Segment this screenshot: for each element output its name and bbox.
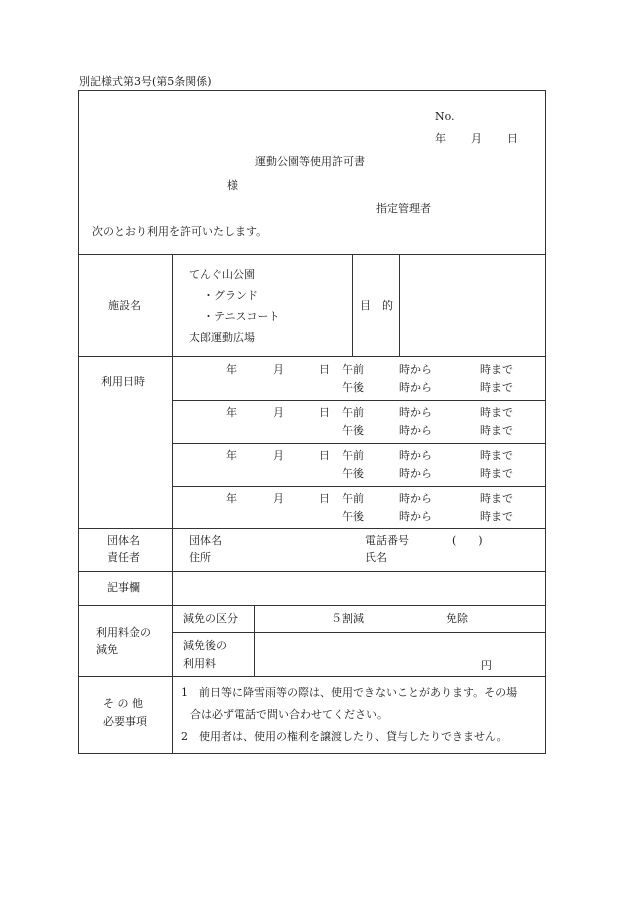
slot-from: 時から: [399, 406, 432, 419]
slot-until: 時まで: [480, 492, 513, 505]
group-address-label: 住所: [189, 551, 211, 564]
slot-from: 時から: [399, 492, 432, 505]
purpose-label: 目 的: [360, 299, 393, 312]
facility-label: 施設名: [108, 299, 141, 312]
group-label-1: 団体名: [107, 534, 140, 547]
slot-until: 時まで: [480, 467, 513, 480]
group-name-label: 団体名: [189, 534, 222, 547]
slot-am: 午前: [342, 449, 364, 462]
fee-label-1: 利用料金の: [96, 626, 151, 639]
date-day: 日: [507, 132, 518, 145]
date-year: 年: [435, 132, 446, 145]
facility-ground: ・グランド: [203, 289, 258, 302]
slot-month: 月: [273, 406, 284, 419]
reduction-category-label: 減免の区分: [183, 612, 238, 625]
slot-until: 時まで: [480, 406, 513, 419]
after-reduction-label-1: 減免後の: [183, 639, 227, 652]
slot-pm: 午後: [342, 510, 364, 523]
slot-from: 時から: [399, 449, 432, 462]
date-month: 月: [471, 132, 482, 145]
note-item-1-line-1: 1 前日等に降雪雨等の際は、使用できないことがあります。その場: [181, 686, 518, 699]
slot-am: 午前: [342, 363, 364, 376]
slot-month: 月: [273, 449, 284, 462]
phone-paren: ( ): [452, 534, 483, 547]
slot-until: 時まで: [480, 363, 513, 376]
facility-taro-field: 太郎運動広場: [189, 331, 255, 344]
fee-label-2: 減免: [96, 643, 118, 656]
slot-year: 年: [226, 449, 237, 462]
group-label-2: 責任者: [107, 551, 140, 564]
slot-month: 月: [273, 363, 284, 376]
permission-intro: 次のとおり利用を許可いたします。: [92, 225, 268, 238]
after-reduction-label-2: 利用料: [183, 657, 216, 670]
number-label: No.: [435, 110, 455, 123]
facility-tennis-court: ・テニスコート: [203, 310, 280, 323]
slot-from: 時から: [399, 381, 432, 394]
half-off-option: ５割減: [331, 612, 364, 625]
slot-month: 月: [273, 492, 284, 505]
slot-day: 日: [319, 406, 330, 419]
person-name-label: 氏名: [365, 551, 387, 564]
form-frame: [78, 90, 546, 754]
note-item-2: 2 使用者は、使用の権利を譲渡したり、貸与したりできません。: [181, 730, 508, 743]
notes-label: 記事欄: [107, 581, 140, 594]
slot-year: 年: [226, 363, 237, 376]
slot-day: 日: [319, 449, 330, 462]
slot-from: 時から: [399, 510, 432, 523]
facility-park: てんぐ山公園: [189, 268, 255, 281]
form-label: 別記様式第3号(第5条関係): [79, 75, 212, 88]
document-title: 運動公園等使用許可書: [255, 155, 365, 168]
slot-pm: 午後: [342, 467, 364, 480]
yen-unit: 円: [481, 659, 492, 672]
slot-until: 時まで: [480, 424, 513, 437]
exempt-option: 免除: [446, 612, 468, 625]
issuer-label: 指定管理者: [376, 202, 431, 215]
slot-am: 午前: [342, 492, 364, 505]
usage-datetime-label: 利用日時: [101, 375, 145, 388]
slot-pm: 午後: [342, 381, 364, 394]
other-label-2: 必要事項: [103, 715, 147, 728]
slot-until: 時まで: [480, 510, 513, 523]
slot-from: 時から: [399, 363, 432, 376]
slot-day: 日: [319, 363, 330, 376]
slot-year: 年: [226, 406, 237, 419]
addressee-suffix: 様: [227, 179, 238, 192]
slot-pm: 午後: [342, 424, 364, 437]
slot-day: 日: [319, 492, 330, 505]
slot-until: 時まで: [480, 381, 513, 394]
note-item-1-line-2: 合は必ず電話で問い合わせてください。: [190, 708, 388, 721]
other-label-1: そ の 他: [103, 697, 143, 710]
slot-from: 時から: [399, 467, 432, 480]
slot-until: 時まで: [480, 449, 513, 462]
slot-am: 午前: [342, 406, 364, 419]
phone-label: 電話番号: [365, 534, 409, 547]
slot-year: 年: [226, 492, 237, 505]
slot-from: 時から: [399, 424, 432, 437]
